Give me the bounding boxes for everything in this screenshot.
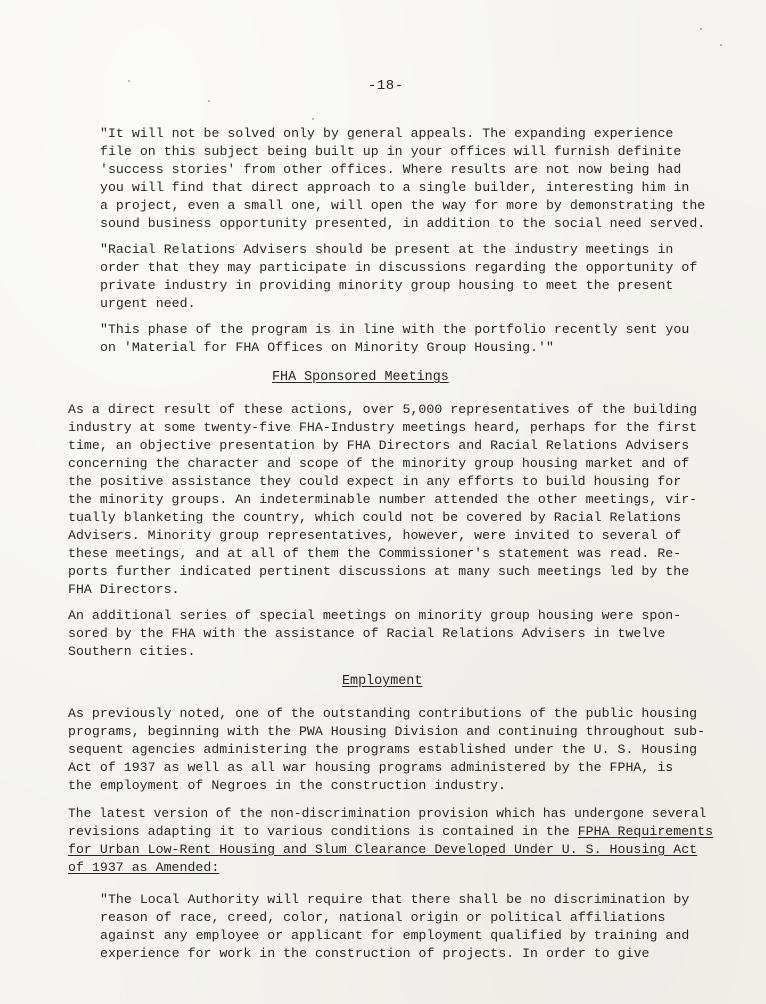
text-line: urgent need.	[100, 296, 196, 311]
text-line: file on this subject being built up in your offices will furnish definite	[100, 144, 682, 159]
text-line: tually blanketing the country, which could not be covered by Racial Relations	[68, 510, 682, 525]
text-line: sored by the FHA with the assistance of Racial Relations Advisers in twelve	[68, 626, 666, 641]
text-line: The latest version of the non-discrimination provision which has undergone several	[68, 806, 707, 821]
document-title-underlined: for Urban Low-Rent Housing and Slum Clearance Developed Under U. S. Housing Act	[68, 842, 698, 857]
text-line: private industry in providing minority group housing to meet the present	[100, 278, 674, 293]
text-line: As previously noted, one of the outstanding contributions of the public housing	[68, 706, 698, 721]
text-line: "Racial Relations Advisers should be present at the industry meetings in	[100, 242, 674, 257]
paper-speck	[128, 80, 130, 82]
text-line: FHA Directors.	[68, 582, 180, 597]
text-line: these meetings, and at all of them the Commissioner's statement was read. Re-	[68, 546, 682, 561]
text-line: "The Local Authority will require that there shall be no discrimination by	[100, 892, 690, 907]
text-line: 'success stories' from other offices. Where results are not now being had	[100, 162, 682, 177]
text-line: Southern cities.	[68, 644, 196, 659]
text-line: "It will not be solved only by general appeals. The expanding experience	[100, 126, 674, 141]
text-line: Act of 1937 as well as all war housing programs administered by the FPHA, is	[68, 760, 674, 775]
text-line: An additional series of special meetings on minority group housing were spon-	[68, 608, 682, 623]
text-line: a project, even a small one, will open the way for more by demonstrating the	[100, 198, 706, 213]
section-heading-employment: Employment	[342, 674, 423, 689]
text-line: industry at some twenty-five FHA-Industry meetings heard, perhaps for the first	[68, 420, 698, 435]
text-line: sound business opportunity presented, in addition to the social need served.	[100, 216, 706, 231]
text-line: sequent agencies administering the programs established under the U. S. Housing	[68, 742, 698, 757]
text-line: the positive assistance they could expect in any efforts to build housing for	[68, 474, 682, 489]
paper-speck	[208, 100, 210, 102]
text-line: the employment of Negroes in the construction industry.	[68, 778, 507, 793]
section-heading-fha-sponsored-meetings: FHA Sponsored Meetings	[272, 370, 449, 385]
text-line: the minority groups. An indeterminable number attended the other meetings, vir-	[68, 492, 698, 507]
text-line: on 'Material for FHA Offices on Minority Group Housing.'"	[100, 340, 554, 355]
document-title-underlined: of 1937 as Amended:	[68, 860, 220, 875]
page-number: -18-	[368, 78, 404, 94]
text-line: you will find that direct approach to a single builder, interesting him in	[100, 180, 690, 195]
text-line	[68, 824, 713, 840]
text-line: against any employee or applicant for employment qualified by training and	[100, 928, 690, 943]
text-line: As a direct result of these actions, over 5,000 representatives of the building	[68, 402, 698, 417]
text-span: revisions adapting it to various conditions is contained in the	[68, 824, 578, 839]
document-title-underlined: FPHA Requirements	[577, 824, 714, 839]
paper-speck	[720, 44, 722, 46]
text-line: Advisers. Minority group representatives, however, were invited to several of	[68, 528, 682, 543]
text-line: reason of race, creed, color, national origin or political affiliations	[100, 910, 666, 925]
paper-speck	[700, 28, 702, 30]
text-line: ports further indicated pertinent discussions at many such meetings led by the	[68, 564, 690, 579]
text-line: concerning the character and scope of the minority group housing market and of	[68, 456, 690, 471]
text-line: time, an objective presentation by FHA Directors and Racial Relations Advisers	[68, 438, 690, 453]
text-line: experience for work in the construction of projects. In order to give	[100, 946, 650, 961]
text-line: "This phase of the program is in line with the portfolio recently sent you	[100, 322, 690, 337]
text-line: programs, beginning with the PWA Housing Division and continuing throughout sub-	[68, 724, 706, 739]
text-line: order that they may participate in discussions regarding the opportunity of	[100, 260, 698, 275]
paper-speck	[312, 118, 314, 120]
